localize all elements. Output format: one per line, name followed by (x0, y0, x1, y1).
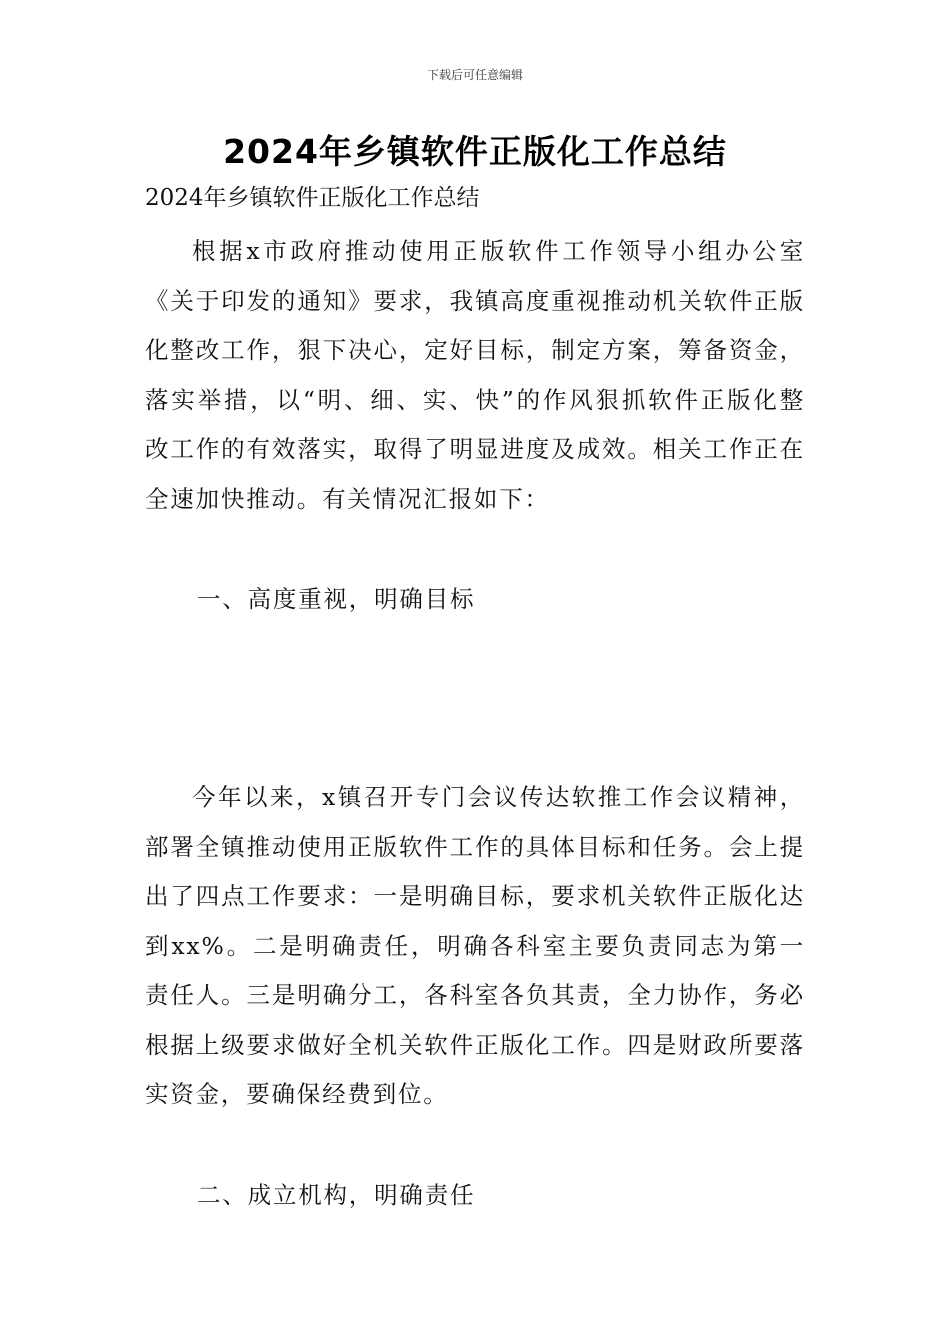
paragraph-section-1: 今年以来，x镇召开专门会议传达软推工作会议精神，部署全镇推动使用正版软件工作的具体目标和任务。会上提出了四点工作要求：一是明确目标，要求机关软件正版化达到xx%。二是明确责任，明确各科室主要负责同志为第一责任人。三是明确分工，各科室各负其责，全力协作，务必根据上级要求做好全机关软件正版化工作。四是财政所要落实资金，要确保经费到位。 (145, 783, 805, 1108)
section-heading-2: 二、成立机构，明确责任 (197, 1181, 476, 1209)
section-heading-1: 一、高度重视，明确目标 (197, 585, 476, 613)
document-title: 2024年乡镇软件正版化工作总结 (223, 132, 727, 171)
paragraph-intro: 根据x市政府推动使用正版软件工作领导小组办公室《关于印发的通知》要求，我镇高度重视推动机关软件正版化整改工作，狠下决心，定好目标，制定方案，筹备资金，落实举措，以“明、细、实、快”的作风狠抓软件正版化整改工作的有效落实，取得了明显进度及成效。相关工作正在全速加快推动。有关情况汇报如下： (145, 237, 805, 513)
header-note: 下载后可任意编辑 (426, 68, 523, 82)
document-subtitle: 2024年乡镇软件正版化工作总结 (145, 185, 480, 211)
